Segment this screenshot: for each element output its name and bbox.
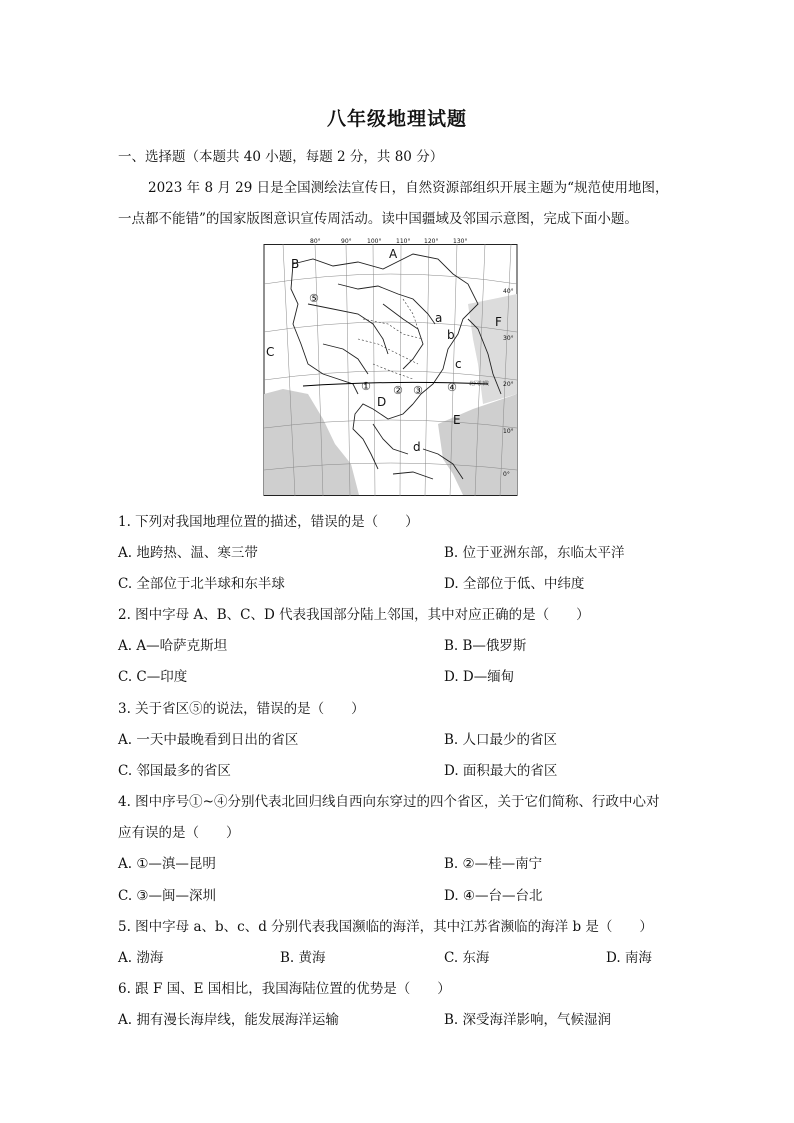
page-title: 八年级地理试题	[326, 108, 467, 130]
question-6-option-a: A. 拥有漫长海岸线，能发展海洋运输	[118, 1012, 339, 1028]
question-1-option-a: A. 地跨热、温、寒三带	[118, 545, 258, 561]
lat-label: 30°	[503, 335, 514, 342]
question-4-option-a: A. ①—滇—昆明	[118, 856, 216, 872]
question-5-option-b: B. 黄海	[280, 950, 326, 966]
lat-label: 20°	[503, 381, 514, 388]
lon-label: 90°	[341, 238, 352, 245]
question-5-option-d: D. 南海	[606, 950, 652, 966]
question-2-option-d: D. D—缅甸	[444, 669, 515, 685]
lon-label: 120°	[424, 238, 439, 245]
section-heading: 一、选择题（本题共 40 小题，每题 2 分，共 80 分）	[118, 149, 444, 165]
question-1-option-c: C. 全部位于北半球和东半球	[118, 576, 285, 592]
question-6-option-b: B. 深受海洋影响，气候湿润	[444, 1012, 612, 1028]
question-3-option-d: D. 面积最大的省区	[444, 763, 558, 779]
province-label-3: ③	[413, 384, 423, 397]
question-5-option-c: C. 东海	[444, 950, 490, 966]
lon-label: 80°	[310, 238, 321, 245]
intro-line-1: 2023 年 8 月 29 日是全国测绘法宣传日，自然资源部组织开展主题为“规范使用地图，	[148, 180, 669, 196]
country-label-e: E	[453, 413, 461, 427]
country-label-f: F	[495, 315, 502, 329]
question-1-option-b: B. 位于亚洲东部，东临太平洋	[444, 545, 625, 561]
question-3-option-a: A. 一天中最晚看到日出的省区	[118, 732, 299, 748]
lat-label: 40°	[503, 288, 514, 295]
question-3-option-c: C. 邻国最多的省区	[118, 763, 231, 779]
intro-line-2: 一点都不能错”的国家版图意识宣传周活动。读中国疆域及邻国示意图，完成下面小题。	[118, 211, 638, 227]
question-1-stem: 1. 下列对我国地理位置的描述，错误的是（ ）	[118, 514, 419, 530]
sea-label-b: b	[447, 328, 455, 342]
sea-label-d: d	[413, 440, 421, 454]
sea-label-c: c	[455, 357, 462, 371]
question-3-option-b: B. 人口最少的省区	[444, 732, 558, 748]
lon-label: 110°	[396, 238, 411, 245]
question-3-stem: 3. 关于省区⑤的说法，错误的是（ ）	[118, 701, 365, 717]
china-map-figure	[263, 238, 518, 496]
question-4-stem-line-1: 4. 图中序号①~④分别代表北回归线自西向东穿过的四个省区，关于它们简称、行政中心对	[118, 794, 660, 810]
province-label-5: ⑤	[309, 292, 319, 305]
question-4-stem-line-2: 应有误的是（ ）	[118, 825, 240, 841]
sea-label-a: a	[435, 311, 443, 325]
country-label-c: C	[266, 345, 275, 359]
province-label-1: ①	[361, 380, 371, 393]
question-4-option-b: B. ②—桂—南宁	[444, 856, 543, 872]
question-2-stem: 2. 图中字母 A、B、C、D 代表我国部分陆上邻国，其中对应正确的是（ ）	[118, 607, 590, 623]
province-label-4: ④	[447, 381, 457, 394]
country-label-b: B	[291, 257, 300, 271]
question-5-option-a: A. 渤海	[118, 950, 164, 966]
lon-label: 130°	[453, 238, 468, 245]
question-6-stem: 6. 跟 F 国、E 国相比，我国海陆位置的优势是（ ）	[118, 981, 451, 997]
question-2-option-b: B. B—俄罗斯	[444, 638, 527, 654]
province-label-2: ②	[393, 384, 403, 397]
question-2-option-c: C. C—印度	[118, 669, 188, 685]
question-4-option-c: C. ③—闽—深圳	[118, 888, 217, 904]
question-5-stem: 5. 图中字母 a、b、c、d 分别代表我国濒临的海洋，其中江苏省濒临的海洋 b 是（ ）	[118, 919, 653, 935]
question-2-option-a: A. A—哈萨克斯坦	[118, 638, 228, 654]
lat-label: 10°	[503, 428, 514, 435]
question-4-option-d: D. ④—台—台北	[444, 888, 543, 904]
question-1-option-d: D. 全部位于低、中纬度	[444, 576, 585, 592]
tropic-label: 北回归线	[469, 381, 490, 387]
lat-label: 0°	[503, 471, 510, 478]
country-label-a: A	[389, 247, 398, 261]
country-label-d: D	[377, 395, 387, 409]
lon-label: 100°	[367, 238, 382, 245]
